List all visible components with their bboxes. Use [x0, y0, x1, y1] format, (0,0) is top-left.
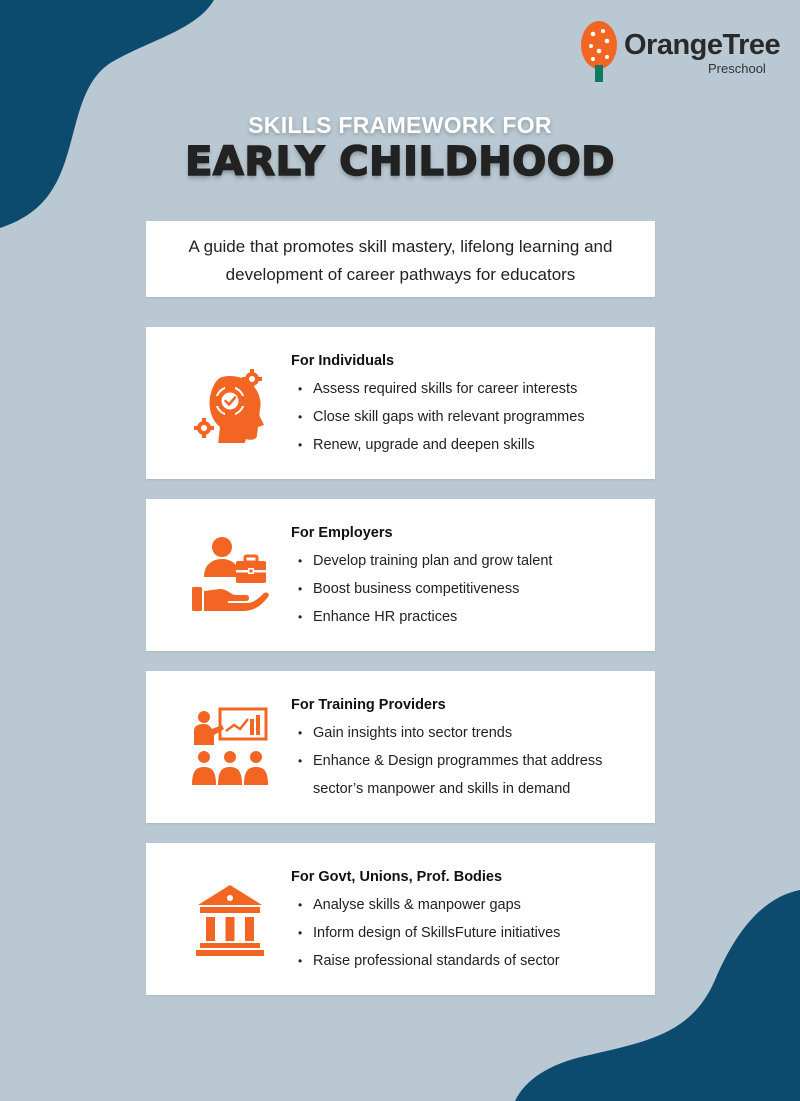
card-heading: For Govt, Unions, Prof. Bodies: [291, 869, 503, 885]
brand-wordmark: [624, 29, 781, 76]
head-gears-icon: [190, 363, 270, 443]
list-item: • Gain insights into sector trends: [296, 719, 636, 747]
bullet-list: [296, 719, 636, 803]
list-item: • Renew, upgrade and deepen skills: [296, 431, 636, 459]
bullet-list: [296, 547, 636, 631]
card-employers: [146, 499, 655, 651]
bullet-list: [296, 891, 636, 975]
intro-text: A guide that promotes skill mastery, lifelong learning and development of career pathways for educators: [146, 221, 655, 297]
card-training-providers: [146, 671, 655, 823]
card-heading: For Training Providers: [291, 697, 446, 713]
page-subtitle: SKILLS FRAMEWORK FOR: [248, 112, 552, 138]
card-heading: For Employers: [291, 525, 393, 541]
card-heading: For Individuals: [291, 353, 395, 369]
card-govt-unions: [146, 843, 655, 995]
list-item: • Enhance HR practices: [296, 603, 636, 631]
list-item: • Boost business competitiveness: [296, 575, 636, 603]
list-item: • Raise professional standards of sector: [296, 947, 636, 975]
list-item: • Assess required skills for career interests: [296, 375, 636, 403]
list-item: • Develop training plan and grow talent: [296, 547, 636, 575]
card-individuals: [146, 327, 655, 479]
employer-hand-briefcase-icon: [190, 535, 270, 615]
list-item: • Analyse skills & manpower gaps: [296, 891, 636, 919]
list-item: • Close skill gaps with relevant programmes: [296, 403, 636, 431]
government-building-icon: [190, 879, 270, 959]
bullet-list: [296, 375, 636, 459]
presentation-audience-icon: [190, 707, 270, 787]
list-item: • Inform design of SkillsFuture initiatives: [296, 919, 636, 947]
list-item: • Enhance & Design programmes that address sector’s manpower and skills in demand: [296, 747, 636, 803]
brand-sub: Preschool: [708, 61, 766, 76]
page-title: EARLY CHILDHOOD: [185, 139, 615, 185]
brand-name: OrangeTree: [624, 29, 781, 61]
